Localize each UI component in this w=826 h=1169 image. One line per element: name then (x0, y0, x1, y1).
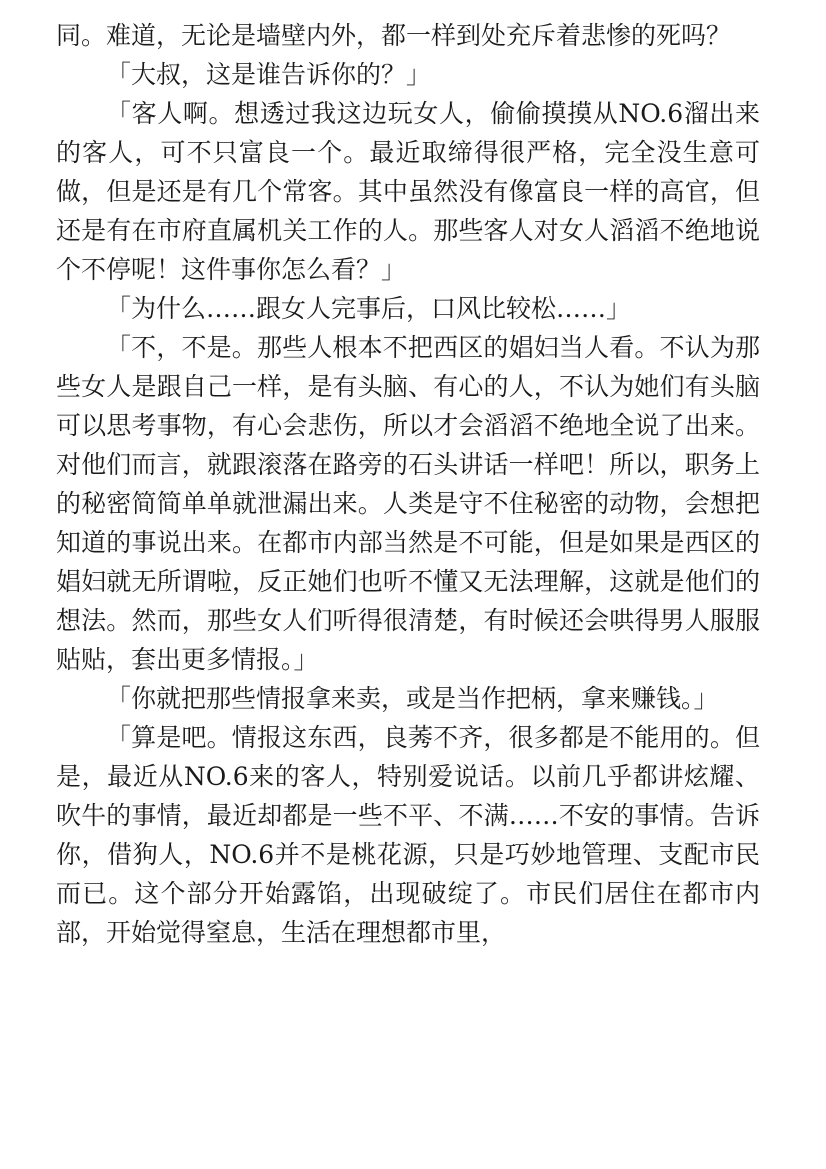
paragraph-1: 同。难道，无论是墙壁内外，都一样到处充斥着悲惨的死吗？ (56, 21, 732, 50)
paragraph-7: 「算是吧。情报这东西，良莠不齐，很多都是不能用的。但是，最近从NO.6来的客人，特别爱说话。以前几乎都讲炫耀、吹牛的事情，最近却都是一些不平、不满……不安的事情。告诉你，借狗人，NO.6并不是桃花源，只是巧妙地管理、支配市民而已。这个部分开始露馅，出现破绽了。市民们居住在都市内部，开始觉得窒息，生活在理想都市里， (56, 723, 760, 947)
document-page (56, 16, 760, 952)
paragraph-5: 「不，不是。那些人根本不把西区的娼妇当人看。不认为那些女人是跟自己一样，是有头脑、有心的人，不认为她们有头脑可以思考事物，有心会悲伤，所以才会滔滔不绝地全说了出来。对他们而言，就跟滚落在路旁的石头讲话一样吧！所以，职务上的秘密简简单单就泄漏出来。人类是守不住秘密的动物，会想把知道的事说出来。在都市内部当然是不可能，但是如果是西区的娼妇就无所谓啦，反正她们也听不懂又无法理解，这就是他们的想法。然而，那些女人们听得很清楚，有时候还会哄得男人服服贴贴，套出更多情报。」 (56, 333, 760, 674)
paragraph-6: 「你就把那些情报拿来卖，或是当作把柄，拿来赚钱。」 (106, 684, 719, 713)
paragraph-4: 「为什么……跟女人完事后，口风比较松……」 (106, 294, 632, 323)
paragraph-2: 「大叔，这是谁告诉你的？」 (106, 60, 432, 89)
paragraph-3: 「客人啊。想透过我这边玩女人，偷偷摸摸从NO.6溜出来的客人，可不只富良一个。最近取缔得很严格，完全没生意可做，但是还是有几个常客。其中虽然没有像富良一样的高官，但还是有在市府直属机关工作的人。那些客人对女人滔滔不绝地说个不停呢！这件事你怎么看？」 (56, 99, 760, 284)
